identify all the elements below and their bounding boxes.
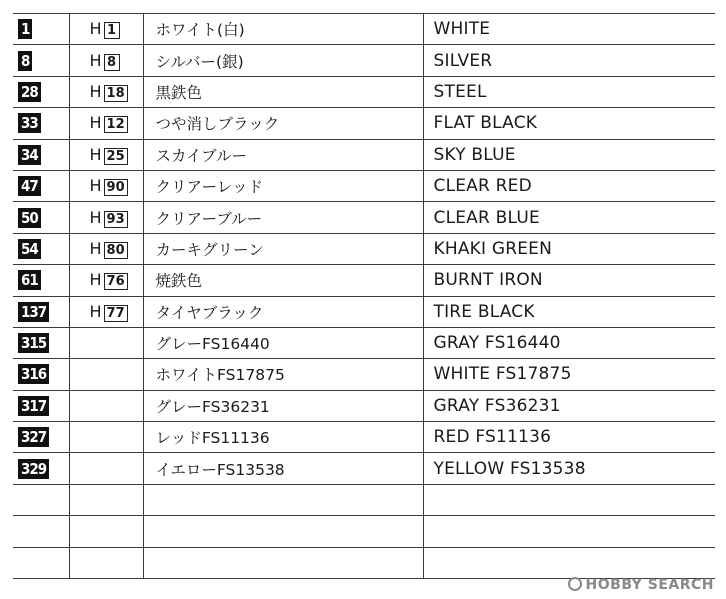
english-color-name: WHITE FS17875 [423,359,715,390]
table-row [13,484,715,515]
english-color-name: FLAT BLACK [423,108,715,139]
h-code-cell [69,453,143,484]
h-code-number: 25 [104,148,128,165]
h-code-cell [69,484,143,515]
paint-number-cell [13,390,69,421]
english-color-name: TIRE BLACK [423,296,715,327]
paint-number-cell [13,453,69,484]
h-code-cell [69,359,143,390]
english-color-name: GRAY FS16440 [423,327,715,358]
english-color-name: CLEAR BLUE [423,202,715,233]
table-row [13,453,715,484]
h-code-prefix: H [89,207,102,227]
paint-number-cell [13,76,69,107]
english-color-name [423,547,715,578]
paint-color-table [13,13,715,579]
h-code-prefix: H [89,50,102,70]
english-color-name: BURNT IRON [423,265,715,296]
paint-number-badge: 137 [18,302,49,322]
paint-number-badge: 315 [18,333,49,353]
paint-number-badge: 317 [18,396,49,416]
japanese-color-name: ホワイト(白) [143,14,423,45]
paint-number-cell [13,422,69,453]
japanese-color-name: 焼鉄色 [143,265,423,296]
table-row [13,265,715,296]
table-row [13,139,715,170]
english-color-name [423,516,715,547]
h-code-number: 93 [104,211,128,228]
english-color-name: GRAY FS36231 [423,390,715,421]
english-color-name [423,484,715,515]
table-row [13,14,715,45]
paint-number-cell [13,359,69,390]
japanese-color-name [143,547,423,578]
paint-number-cell [13,14,69,45]
paint-number-badge: 54 [18,239,41,259]
h-code-prefix: H [89,238,102,258]
english-color-name: STEEL [423,76,715,107]
paint-number-badge: 8 [18,51,32,71]
japanese-color-name: イエローFS13538 [143,453,423,484]
japanese-color-name: グレーFS36231 [143,390,423,421]
table-row [13,422,715,453]
table-row [13,516,715,547]
paint-number-cell [13,547,69,578]
h-code-cell [69,516,143,547]
japanese-color-name: レッドFS11136 [143,422,423,453]
h-code-number: 8 [104,54,120,71]
paint-number-cell [13,108,69,139]
table-row [13,327,715,358]
japanese-color-name: グレーFS16440 [143,327,423,358]
h-code-number: 90 [104,179,128,196]
paint-number-badge: 28 [18,82,41,102]
paint-number-cell [13,170,69,201]
paint-number-badge: 34 [18,145,41,165]
japanese-color-name: タイヤブラック [143,296,423,327]
h-code-cell [69,139,143,170]
japanese-color-name: 黒鉄色 [143,76,423,107]
table-row [13,108,715,139]
table-row [13,390,715,421]
japanese-color-name: つや消しブラック [143,108,423,139]
h-code-number: 80 [104,242,128,259]
h-code-prefix: H [89,19,102,39]
h-code-number: 1 [104,22,120,39]
japanese-color-name [143,516,423,547]
paint-number-badge: 61 [18,270,41,290]
h-code-prefix: H [89,270,102,290]
h-code-cell [69,547,143,578]
h-code-cell [69,14,143,45]
h-code-cell [69,76,143,107]
paint-number-badge: 47 [18,176,41,196]
japanese-color-name: ホワイトFS17875 [143,359,423,390]
paint-number-cell [13,265,69,296]
english-color-name: WHITE [423,14,715,45]
paint-rows [13,14,715,579]
h-code-prefix: H [89,81,102,101]
h-code-prefix: H [89,144,102,164]
h-code-number: 12 [104,116,128,133]
paint-number-cell [13,516,69,547]
paint-number-badge: 327 [18,427,49,447]
h-code-number: 77 [104,305,128,322]
h-code-cell [69,422,143,453]
paint-number-cell [13,296,69,327]
japanese-color-name: クリアーレッド [143,170,423,201]
h-code-cell [69,265,143,296]
h-code-cell [69,327,143,358]
table-row [13,76,715,107]
paint-number-cell [13,139,69,170]
table-row [13,359,715,390]
paint-number-badge: 1 [18,19,32,39]
h-code-cell [69,170,143,201]
watermark-text: HOBBY SEARCH [585,577,714,593]
h-code-prefix: H [89,113,102,133]
h-code-cell [69,45,143,76]
japanese-color-name: スカイブルー [143,139,423,170]
english-color-name: RED FS11136 [423,422,715,453]
table-row [13,45,715,76]
english-color-name: YELLOW FS13538 [423,453,715,484]
watermark-logo-icon [568,577,582,591]
paint-number-cell [13,233,69,264]
h-code-cell [69,108,143,139]
paint-number-cell [13,484,69,515]
paint-number-cell [13,45,69,76]
paint-number-badge: 50 [18,208,41,228]
paint-number-badge: 329 [18,459,49,479]
paint-number-cell [13,327,69,358]
h-code-number: 18 [104,85,128,102]
table-row [13,547,715,578]
h-code-prefix: H [89,176,102,196]
table-row [13,202,715,233]
japanese-color-name [143,484,423,515]
table-row [13,233,715,264]
h-code-cell [69,202,143,233]
japanese-color-name: シルバー(銀) [143,45,423,76]
english-color-name: CLEAR RED [423,170,715,201]
paint-number-badge: 33 [18,113,41,133]
japanese-color-name: カーキグリーン [143,233,423,264]
paint-color-table-container [13,13,715,579]
hobby-search-watermark [568,577,714,593]
table-row [13,296,715,327]
english-color-name: SILVER [423,45,715,76]
english-color-name: SKY BLUE [423,139,715,170]
h-code-number: 76 [104,273,128,290]
paint-number-badge: 316 [18,364,49,384]
english-color-name: KHAKI GREEN [423,233,715,264]
h-code-prefix: H [89,301,102,321]
table-row [13,170,715,201]
h-code-cell [69,390,143,421]
paint-number-cell [13,202,69,233]
h-code-cell [69,233,143,264]
h-code-cell [69,296,143,327]
japanese-color-name: クリアーブルー [143,202,423,233]
